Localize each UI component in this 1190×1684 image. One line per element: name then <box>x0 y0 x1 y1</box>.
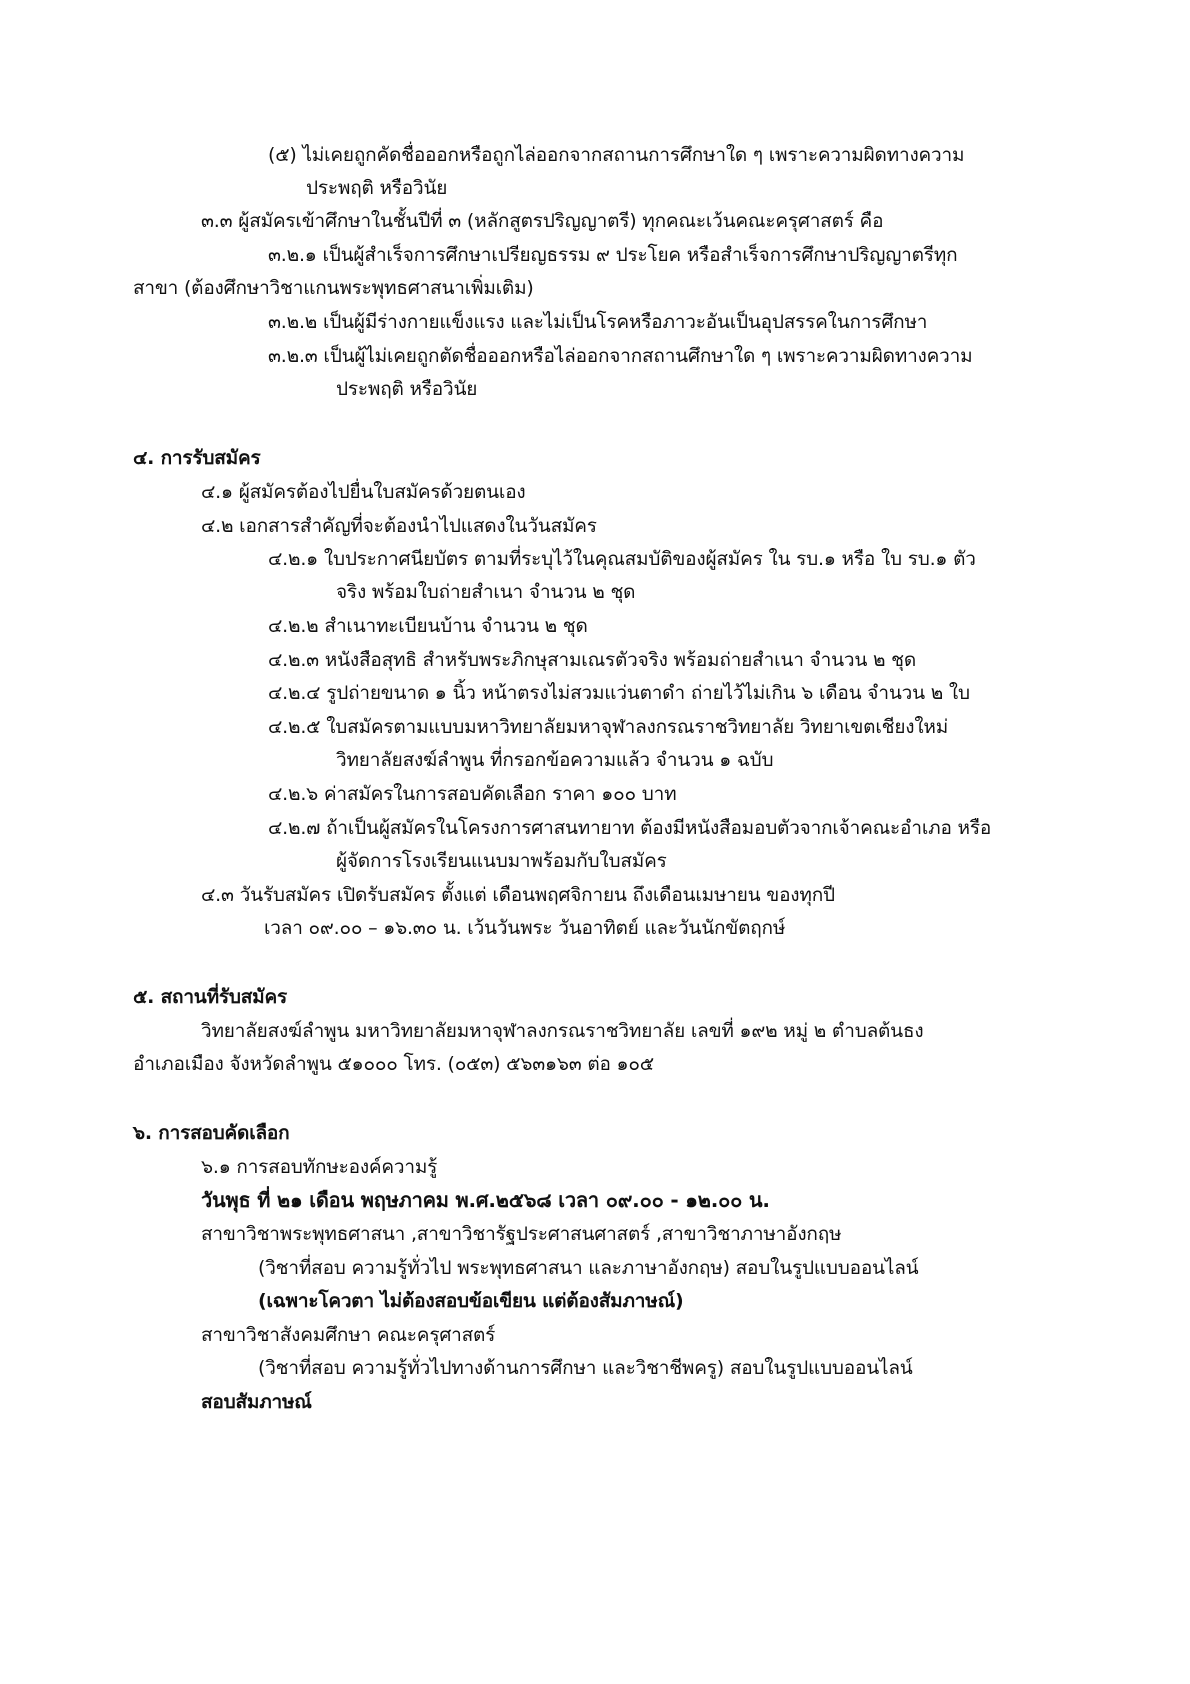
item-5-line2: ประพฤติ หรือวินัย <box>306 177 448 199</box>
clause-3-2-2: ๓.๒.๒ เป็นผู้มีร่างกายแข็งแรง และไม่เป็นโรคหรือภาวะอันเป็นอุปสรรคในการศึกษา <box>268 311 928 333</box>
clause-4-2: ๔.๒ เอกสารสำคัญที่จะต้องนำไปแสดงในวันสมัคร <box>201 515 597 537</box>
majors-group2: สาขาวิชาสังคมศึกษา คณะครุศาสตร์ <box>201 1324 496 1346</box>
clause-3-2-3-line1: ๓.๒.๓ เป็นผู้ไม่เคยถูกตัดชื่อออกหรือไล่ออกจากสถานศึกษาใด ๆ เพราะความผิดทางความ <box>268 345 973 367</box>
majors-group1: สาขาวิชาพระพุทธศาสนา ,สาขาวิชารัฐประศาสนศาสตร์ ,สาขาวิชาภาษาอังกฤษ <box>201 1223 842 1245</box>
clause-3-2-3-line2: ประพฤติ หรือวินัย <box>336 378 478 400</box>
exam-date: วันพุธ ที่ ๒๑ เดือน พฤษภาคม พ.ศ.๒๕๖๘ เวลา ๐๙.๐๐ - ๑๒.๐๐ น. <box>201 1188 770 1212</box>
quota-note: (เฉพาะโควตา ไม่ต้องสอบข้อเขียน แต่ต้องสัมภาษณ์) <box>258 1290 684 1312</box>
clause-4-2-2: ๔.๒.๒ สำเนาทะเบียนบ้าน จำนวน ๒ ชุด <box>268 615 588 637</box>
clause-3-2-1-line1: ๓.๒.๑ เป็นผู้สำเร็จการศึกษาเปรียญธรรม ๙ ประโยค หรือสำเร็จการศึกษาปริญญาตรีทุก <box>268 244 958 266</box>
subjects-group2: (วิชาที่สอบ ความรู้ทั่วไปทางด้านการศึกษา และวิชาชีพครู) สอบในรูปแบบออนไลน์ <box>258 1357 913 1379</box>
clause-3-2-1-line2: สาขา (ต้องศึกษาวิชาแกนพระพุทธศาสนาเพิ่มเติม) <box>133 277 534 299</box>
clause-4-2-4: ๔.๒.๔ รูปถ่ายขนาด ๑ นิ้ว หน้าตรงไม่สวมแว่นตาดำ ถ่ายไว้ไม่เกิน ๖ เดือน จำนวน ๒ ใบ <box>268 682 970 704</box>
clause-4-2-6: ๔.๒.๖ ค่าสมัครในการสอบคัดเลือก ราคา ๑๐๐ บาท <box>268 783 677 805</box>
clause-4-2-7-line2: ผู้จัดการโรงเรียนแนบมาพร้อมกับใบสมัคร <box>336 850 667 872</box>
clause-4-2-5-line1: ๔.๒.๕ ใบสมัครตามแบบมหาวิทยาลัยมหาจุฬาลงกรณราชวิทยาลัย วิทยาเขตเชียงใหม่ <box>268 716 949 738</box>
section-6-heading: ๖. การสอบคัดเลือก <box>133 1122 290 1144</box>
clause-6-1: ๖.๑ การสอบทักษะองค์ความรู้ <box>201 1156 438 1178</box>
interview-heading: สอบสัมภาษณ์ <box>201 1391 312 1413</box>
clause-4-2-1-line1: ๔.๒.๑ ใบประกาศนียบัตร ตามที่ระบุไว้ในคุณสมบัติของผู้สมัคร ใน รบ.๑ หรือ ใบ รบ.๑ ตัว <box>268 548 976 570</box>
clause-4-1: ๔.๑ ผู้สมัครต้องไปยื่นใบสมัครด้วยตนเอง <box>201 481 526 503</box>
clause-3-3-title: ๓.๓ ผู้สมัครเข้าศึกษาในชั้นปีที่ ๓ (หลักสูตรปริญญาตรี) ทุกคณะเว้นคณะครุศาสตร์ คือ <box>201 210 884 232</box>
address-line2: อำเภอเมือง จังหวัดลำพูน ๕๑๐๐๐ โทร. (๐๕๓) ๕๖๓๑๖๓ ต่อ ๑๐๕ <box>133 1053 654 1075</box>
clause-4-2-5-line2: วิทยาลัยสงฆ์ลำพูน ที่กรอกข้อความแล้ว จำนวน ๑ ฉบับ <box>336 749 774 771</box>
clause-4-2-3: ๔.๒.๓ หนังสือสุทธิ สำหรับพระภิกษุสามเณรตัวจริง พร้อมถ่ายสำเนา จำนวน ๒ ชุด <box>268 649 917 671</box>
address-line1: วิทยาลัยสงฆ์ลำพูน มหาวิทยาลัยมหาจุฬาลงกรณราชวิทยาลัย เลขที่ ๑๙๒ หมู่ ๒ ตำบลต้นธง <box>201 1020 924 1042</box>
section-5-heading: ๕. สถานที่รับสมัคร <box>133 986 287 1008</box>
clause-4-3-line2: เวลา ๐๙.๐๐ – ๑๖.๓๐ น. เว้นวันพระ วันอาทิตย์ และวันนักขัตฤกษ์ <box>264 917 786 939</box>
subjects-group1: (วิชาที่สอบ ความรู้ทั่วไป พระพุทธศาสนา และภาษาอังกฤษ) สอบในรูปแบบออนไลน์ <box>258 1257 919 1279</box>
clause-4-2-1-line2: จริง พร้อมใบถ่ายสำเนา จำนวน ๒ ชุด <box>336 581 636 603</box>
clause-4-3-line1: ๔.๓ วันรับสมัคร เปิดรับสมัคร ตั้งแต่ เดือนพฤศจิกายน ถึงเดือนเมษายน ของทุกปี <box>201 884 835 906</box>
section-4-heading: ๔. การรับสมัคร <box>133 447 261 469</box>
clause-4-2-7-line1: ๔.๒.๗ ถ้าเป็นผู้สมัครในโครงการศาสนทายาท ต้องมีหนังสือมอบตัวจากเจ้าคณะอำเภอ หรือ <box>268 817 992 839</box>
item-5-line1: (๕) ไม่เคยถูกคัดชื่อออกหรือถูกไล่ออกจากสถานการศึกษาใด ๆ เพราะความผิดทางความ <box>268 144 965 166</box>
